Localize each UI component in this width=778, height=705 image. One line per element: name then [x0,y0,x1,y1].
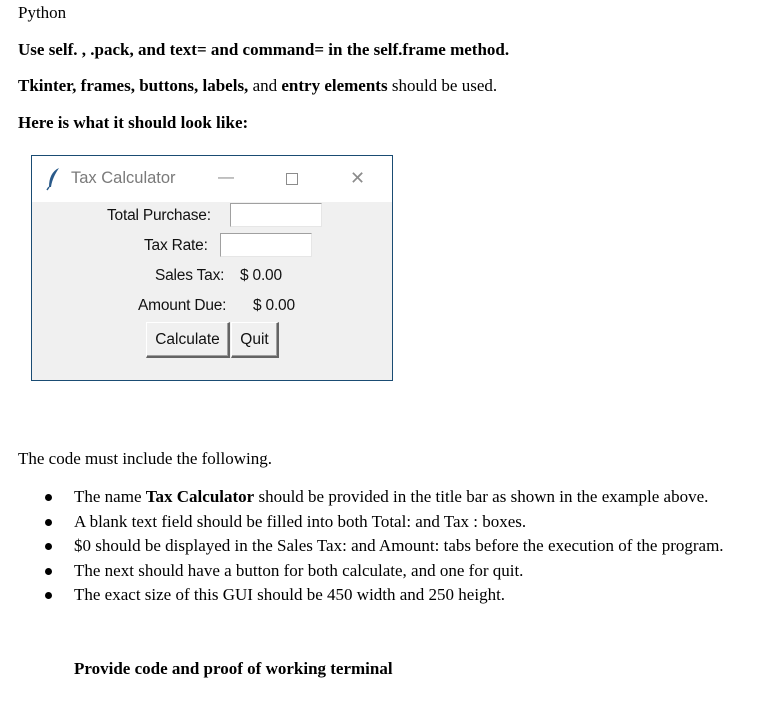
requirements-list [0,485,760,608]
amount-due-value: $ 0.00 [253,297,295,314]
total-purchase-entry[interactable] [230,203,322,227]
amount-due-label: Amount Due: [138,297,227,314]
maximize-icon[interactable] [286,166,298,193]
tax-rate-entry[interactable] [220,233,312,257]
list-item: $0 should be displayed in the Sales Tax: and Amount: tabs before the execution of the program. [0,534,760,559]
instruction-elements-text-1: and [248,76,282,95]
req1-bold: Tax Calculator [145,487,255,506]
window-titlebar[interactable] [32,156,392,202]
instruction-elements-bold-1: Tkinter, frames, buttons, labels, [18,76,249,95]
quit-button[interactable]: Quit [231,322,279,358]
minimize-icon[interactable]: — [218,169,234,186]
total-purchase-label: Total Purchase: [107,207,211,224]
req1-post: should be provided in the title bar as shown in the example above. [254,487,709,506]
tax-calculator-window [31,155,393,381]
instruction-elements-bold-2: entry elements [281,76,388,95]
final-instruction: Provide code and proof of working terminal [74,659,393,678]
tax-rate-label: Tax Rate: [144,237,208,254]
feather-icon [46,167,62,191]
must-include-text: The code must include the following. [18,449,272,468]
window-title: Tax Calculator [71,169,176,187]
list-item: A blank text field should be filled into both Total: and Tax : boxes. [0,510,760,535]
doc-heading: Python [18,3,67,22]
sales-tax-label: Sales Tax: [155,267,225,284]
list-item [0,485,760,510]
list-item: The exact size of this GUI should be 450 width and 250 height. [0,583,760,608]
req1-pre: The name [74,487,146,506]
calculate-button[interactable]: Calculate [146,322,230,358]
list-item: The next should have a button for both calculate, and one for quit. [0,559,760,584]
close-icon[interactable]: ✕ [350,168,366,188]
look-like-heading: Here is what it should look like: [18,113,249,132]
instruction-elements-text-2: should be used. [387,76,498,95]
instruction-elements [18,75,497,97]
sales-tax-value: $ 0.00 [240,267,282,284]
instruction-self-frame: Use self. , .pack, and text= and command= in the self.frame method. [18,40,510,59]
